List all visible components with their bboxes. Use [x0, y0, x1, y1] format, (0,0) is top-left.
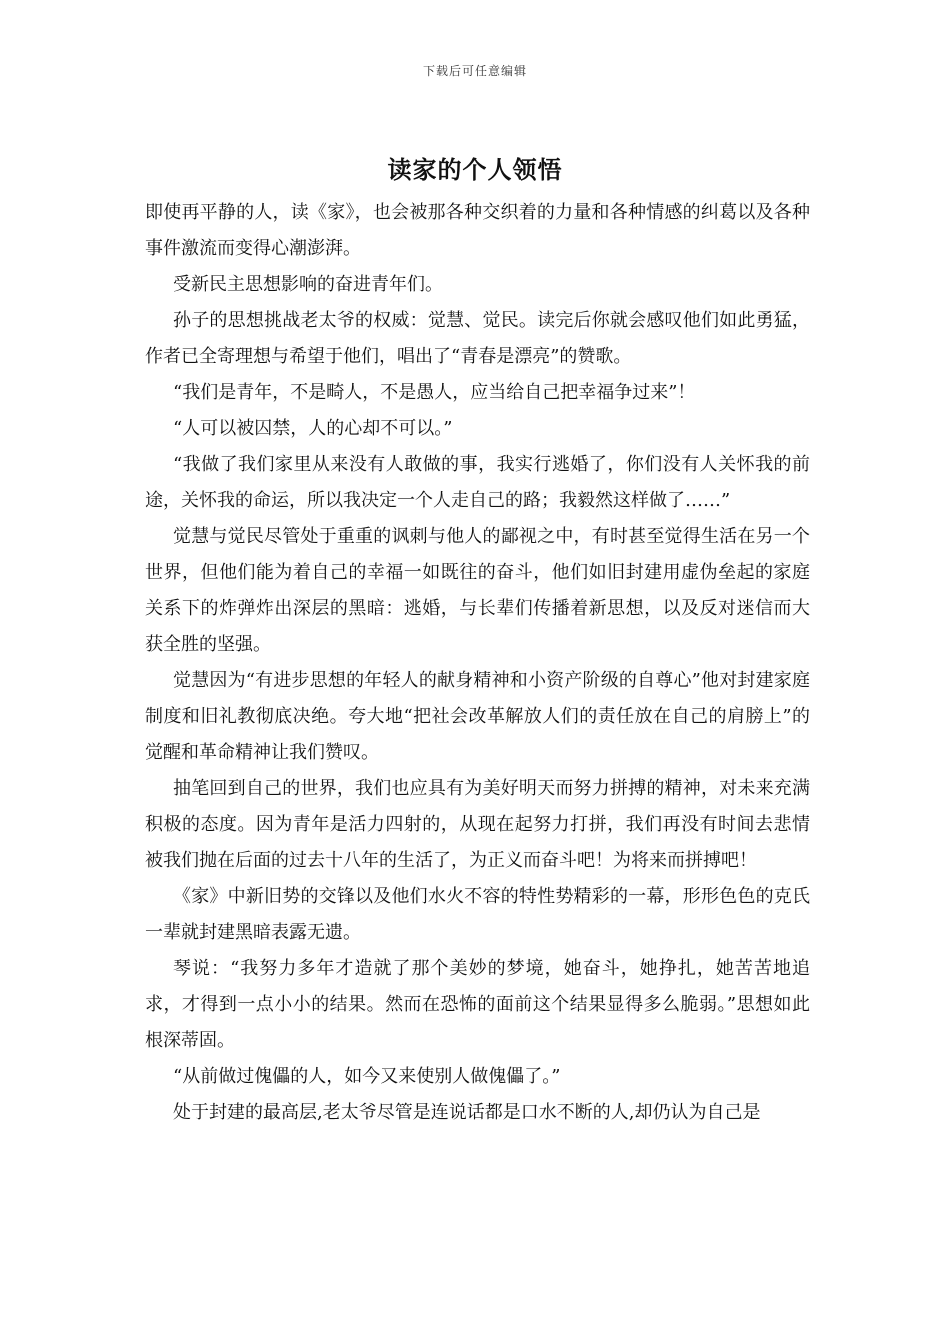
paragraph: 觉慧因为“有进步思想的年轻人的献身精神和小资产阶级的自尊心”他对封建家庭制度和旧礼教彻底决绝。夸大地“把社会改革解放人们的责任放在自己的肩膀上”的觉醒和革命精神让我们赞叹。 — [145, 670, 810, 763]
paragraph: 孙子的思想挑战老太爷的权威：觉慧、觉民。读完后你就会感叹他们如此勇猛，作者已全寄理想与希望于他们，唱出了“青春是漂亮”的赞歌。 — [145, 310, 810, 367]
paragraph: 觉慧与觉民尽管处于重重的讽刺与他人的鄙视之中，有时甚至觉得生活在另一个世界，但他们能为着自己的幸福一如既往的奋斗，他们如旧封建用虚伪垒起的家庭关系下的炸弹炸出深层的黑暗：逃婚，与长辈们传播着新思想，以及反对迷信而大获全胜的坚强。 — [145, 526, 810, 655]
paragraph: “我们是青年，不是畸人，不是愚人，应当给自己把幸福争过来”！ — [173, 382, 696, 403]
document-body — [145, 195, 810, 1131]
paragraph: 受新民主思想影响的奋进青年们。 — [173, 274, 443, 295]
document-title: 读家的个人领悟 — [387, 155, 563, 184]
page-header: 下载后可任意编辑 — [422, 64, 527, 78]
paragraph: “人可以被囚禁，人的心却不可以。” — [173, 418, 453, 439]
paragraph: 琴说：“我努力多年才造就了那个美妙的梦境，她奋斗，她挣扎，她苦苦地追求，才得到一点小小的结果。然而在恐怖的面前这个结果显得多么脆弱。”思想如此根深蒂固。 — [145, 958, 810, 1051]
paragraph: 抽笔回到自己的世界，我们也应具有为美好明天而努力拼搏的精神，对未来充满积极的态度。因为青年是活力四射的，从现在起努力打拼，我们再没有时间去悲情被我们抛在后面的过去十八年的生活了，为正义而奋斗吧！为将来而拼搏吧！ — [145, 778, 810, 871]
paragraph: 处于封建的最高层,老太爷尽管是连说话都是口水不断的人,却仍认为自己是 — [173, 1102, 761, 1123]
paragraph: 《家》中新旧势的交锋以及他们水火不容的特性势精彩的一幕，形形色色的克氏一辈就封建黑暗表露无遗。 — [145, 886, 810, 943]
paragraph: “我做了我们家里从来没有人敢做的事，我实行逃婚了，你们没有人关怀我的前途，关怀我的命运，所以我决定一个人走自己的路；我毅然这样做了……” — [145, 454, 810, 511]
paragraph: “从前做过傀儡的人，如今又来使别人做傀儡了。” — [173, 1066, 561, 1087]
paragraph: 即使再平静的人，读《家》，也会被那各种交织着的力量和各种情感的纠葛以及各种事件激流而变得心潮澎湃。 — [145, 202, 810, 259]
